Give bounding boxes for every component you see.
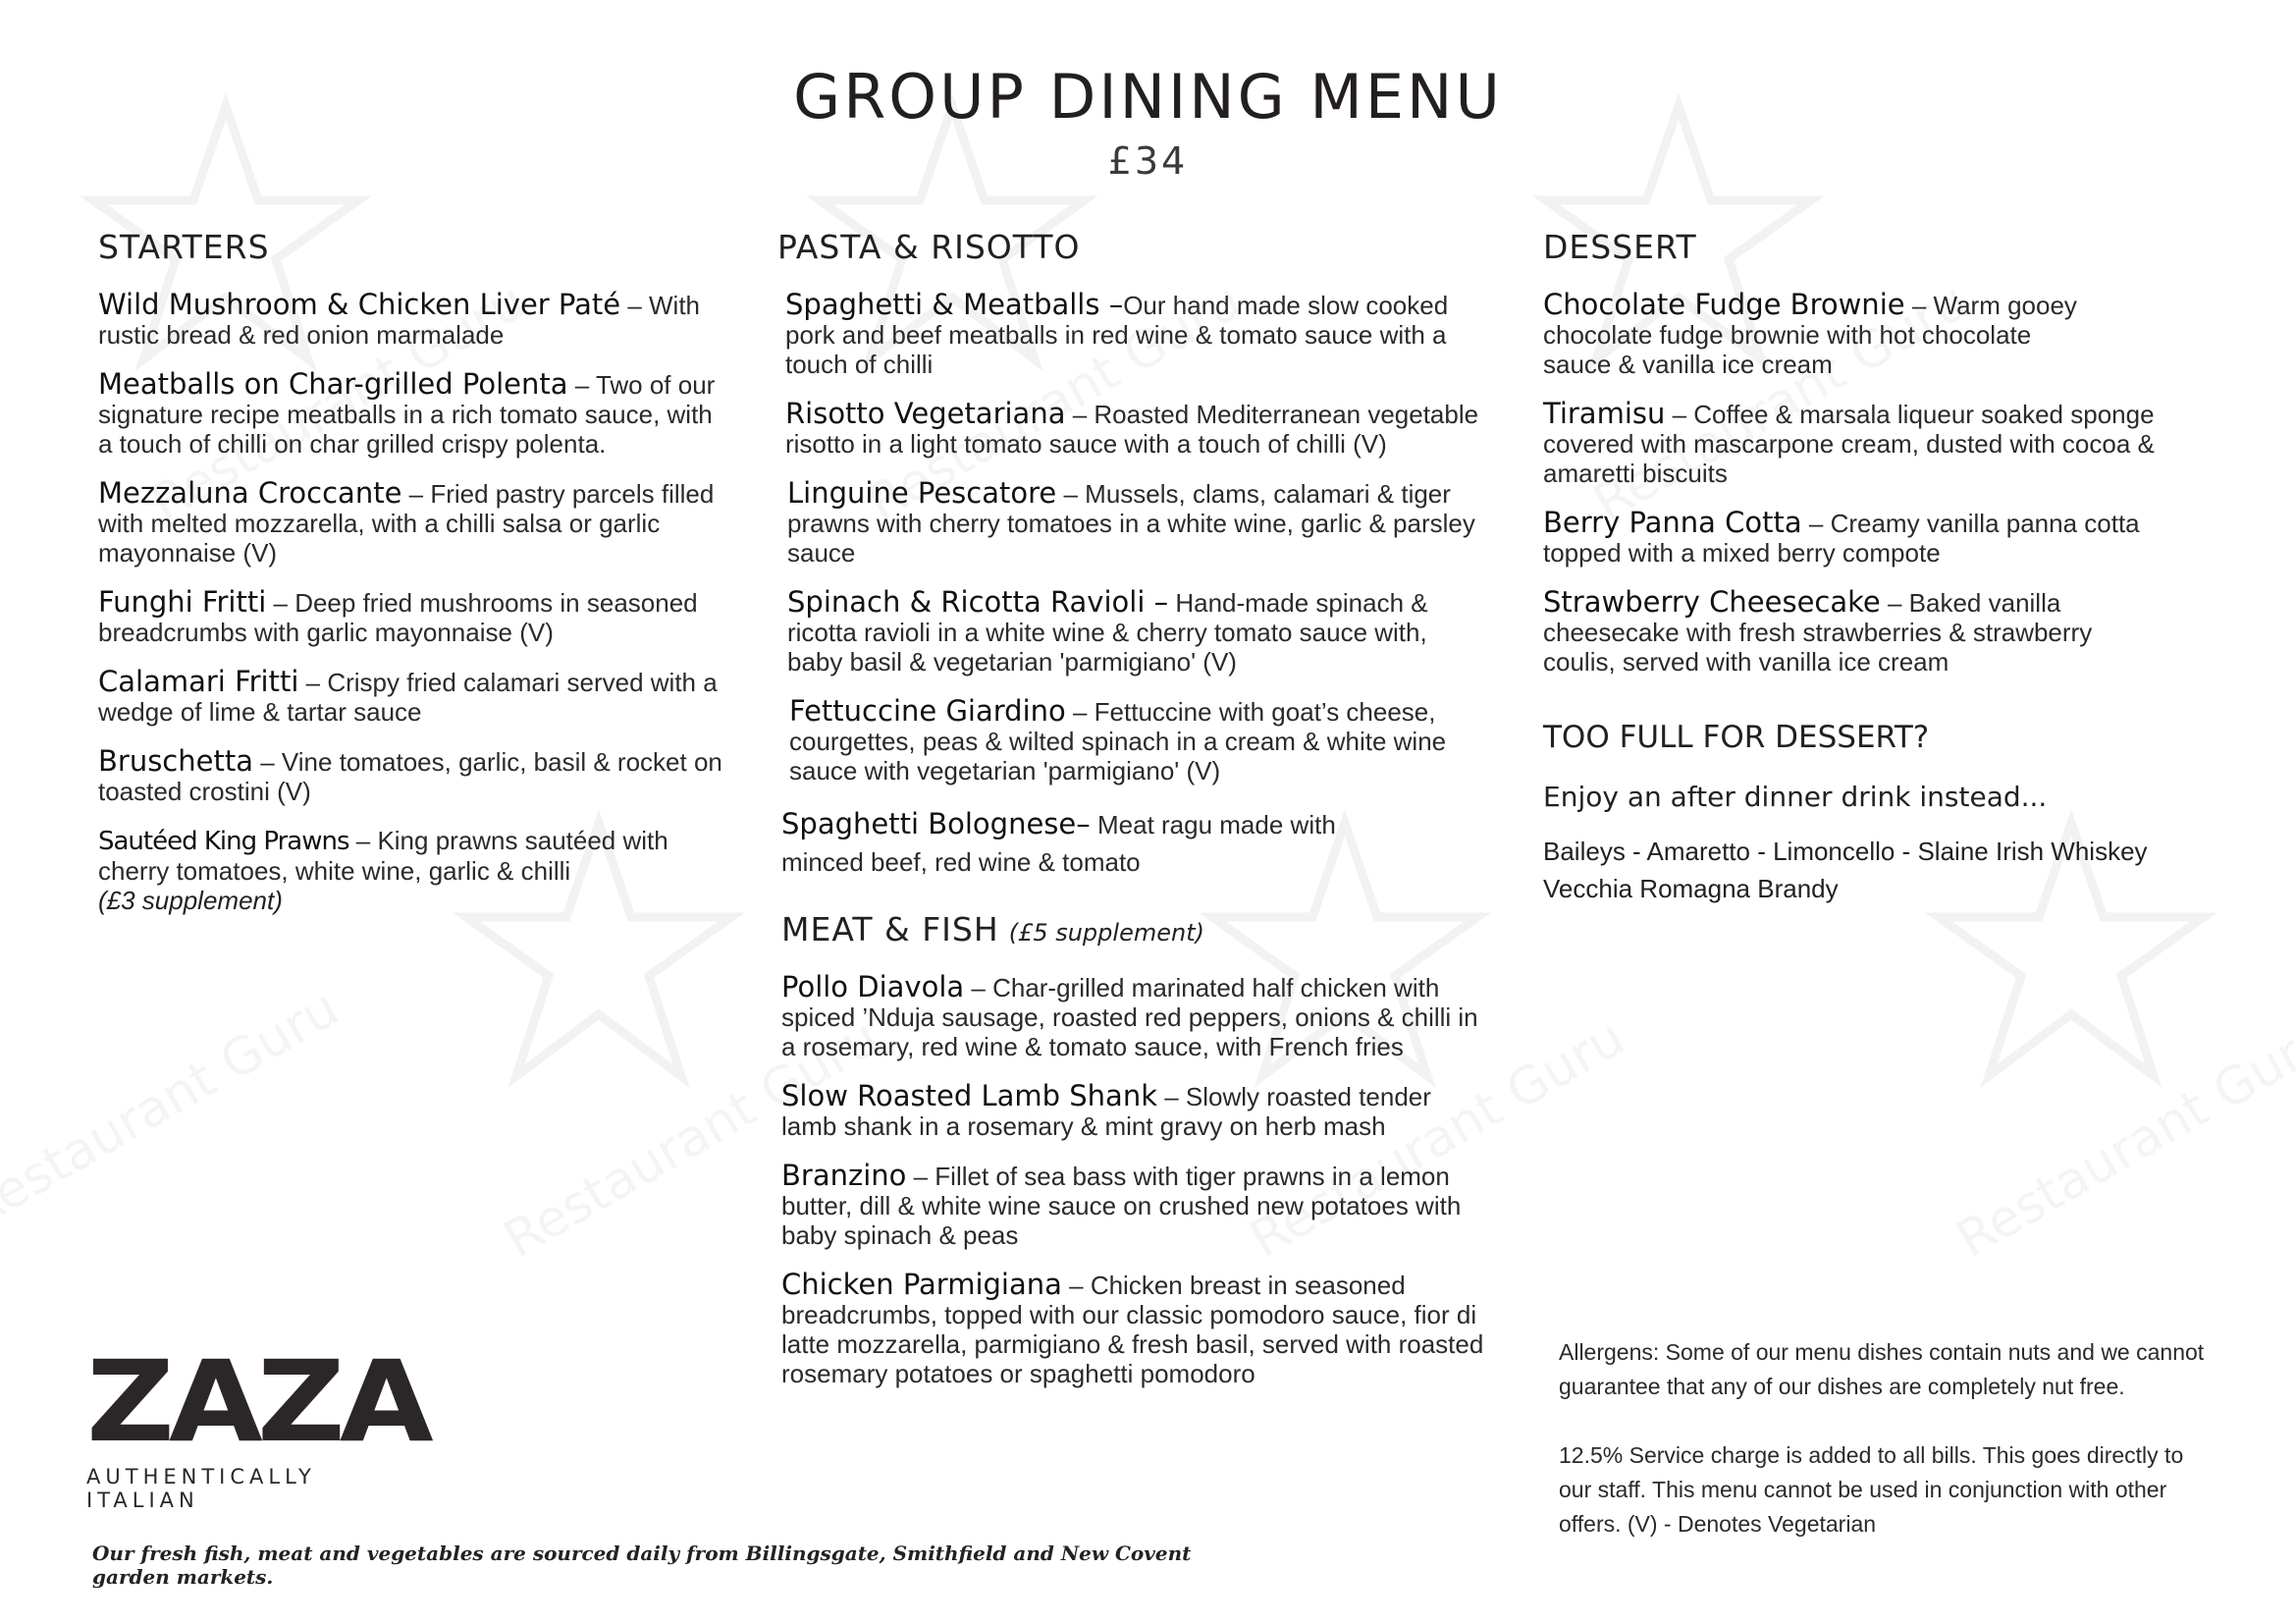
pasta-heading: PASTA & RISOTTO xyxy=(777,228,1081,266)
menu-item xyxy=(98,478,726,568)
dish-name: Spaghetti Bolognese– xyxy=(781,807,1091,840)
legal-notes xyxy=(1559,1335,2207,1576)
drinks-line: Baileys - Amaretto - Limoncello - Slaine Irish Whiskey xyxy=(1543,837,2148,866)
dish-name: Branzino xyxy=(781,1159,907,1192)
dish-description: – Creamy vanilla panna cotta topped with a mixed berry compote xyxy=(1543,509,2140,568)
starters-heading: STARTERS xyxy=(98,228,270,266)
menu-item xyxy=(1543,399,2211,488)
dish-name: Chicken Parmigiana xyxy=(781,1268,1062,1301)
dish-description: Our hand made slow cooked pork and beef meatballs in red wine & tomato sauce with a touch of chilli xyxy=(785,291,1449,379)
menu-item xyxy=(781,972,1484,1061)
pasta-column xyxy=(777,228,1484,1408)
dish-description: – Char-grilled marinated half chicken with spiced ’Nduja sausage, roasted red peppers, onions & chilli in a rosemary, red wine & tomato sauce, with French fries xyxy=(781,973,1478,1061)
menu-item xyxy=(785,399,1484,459)
dish-name: Tiramisu xyxy=(1543,397,1666,430)
dish-name: Calamari Fritti xyxy=(98,665,299,698)
dish-description: – Deep fried mushrooms in seasoned breadcrumbs with garlic mayonnaise (V) xyxy=(98,588,698,647)
page-title: GROUP DINING MENU xyxy=(793,61,1503,133)
dish-name: Linguine Pescatore xyxy=(787,476,1057,510)
menu-item xyxy=(98,587,726,647)
dish-description: – Two of our signature recipe meatballs in a rich tomato sauce, with a touch of chilli on char grilled crispy polenta. xyxy=(98,370,716,459)
dish-name: Strawberry Cheesecake xyxy=(1543,585,1881,619)
dish-description: – Fillet of sea bass with tiger prawns in a lemon butter, dill & white wine sauce on crushed new potatoes with baby spinach & peas xyxy=(781,1162,1462,1250)
menu-item xyxy=(98,667,726,727)
dish-name: Wild Mushroom & Chicken Liver Paté xyxy=(98,288,621,321)
dish-description: – Fried pastry parcels filled with melted mozzarella, with a chilli salsa or garlic mayonnaise (V) xyxy=(98,479,715,568)
dish-description: – Vine tomatoes, garlic, basil & rocket on toasted crostini (V) xyxy=(98,747,722,806)
dish-name: Risotto Vegetariana xyxy=(785,397,1066,430)
too-full-heading: TOO FULL FOR DESSERT? xyxy=(1543,720,1930,755)
dish-description: – Mussels, clams, calamari & tiger prawns with cherry tomatoes in a white wine, garlic & parsley sauce xyxy=(787,479,1475,568)
supplement-note: (£5 supplement) xyxy=(1008,919,1204,947)
dish-name: Fettuccine Giardino xyxy=(789,694,1066,728)
menu-item xyxy=(787,587,1484,677)
dish-name: Meatballs on Char-grilled Polenta xyxy=(98,367,568,401)
menu-item xyxy=(1543,587,2171,677)
dish-description: Hand-made spinach & ricotta ravioli in a white wine & cherry tomato sauce with, baby basil & vegetarian 'parmigiano' (V) xyxy=(787,588,1428,677)
dish-description: – Coffee & marsala liqueur soaked sponge covered with mascarpone cream, dusted with cocoa & amaretti biscuits xyxy=(1543,400,2155,488)
menu-item xyxy=(787,478,1484,568)
service-charge-note: 12.5% Service charge is added to all bills. This goes directly to our staff. This menu cannot be used in conjunction with other offers. (V) - Denotes Vegetarian xyxy=(1559,1442,2184,1537)
menu-item xyxy=(785,290,1484,379)
menu-item xyxy=(98,369,726,459)
meat-fish-heading xyxy=(781,910,1484,948)
logo-wordmark: ZAZA xyxy=(86,1337,428,1468)
dish-description: Meat ragu made with minced beef, red wine & tomato xyxy=(781,810,1336,877)
dish-name: Bruschetta xyxy=(98,744,253,778)
dish-name: Slow Roasted Lamb Shank xyxy=(781,1079,1157,1112)
dish-description: – Fettuccine with goat’s cheese, courgettes, peas & wilted spinach in a cream & white wine sauce with vegetarian 'parmigiano' (V) xyxy=(789,697,1447,785)
dish-description: – Roasted Mediterranean vegetable risotto in a light tomato sauce with a touch of chilli (V) xyxy=(785,400,1479,459)
dish-name: Berry Panna Cotta xyxy=(1543,506,1802,539)
menu-item xyxy=(781,805,1370,881)
supplement-note: (£3 supplement) xyxy=(98,886,283,915)
dish-name: Pollo Diavola xyxy=(781,970,965,1003)
watermark-text xyxy=(1948,1008,2296,1270)
dish-description: – Crispy fried calamari served with a wedge of lime & tartar sauce xyxy=(98,668,718,727)
starters-column xyxy=(98,228,726,935)
dish-description: – King prawns sautéed with cherry tomatoes, white wine, garlic & chilli xyxy=(98,826,668,886)
dish-name: Mezzaluna Croccante xyxy=(98,476,402,510)
menu-item xyxy=(98,290,726,350)
logo-tagline: AUTHENTICALLY ITALIAN xyxy=(86,1465,316,1512)
dish-description: – With rustic bread & red onion marmalade xyxy=(98,291,701,350)
dish-name: Chocolate Fudge Brownie xyxy=(1543,288,1905,321)
sourcing-footer: Our fresh fish, meat and vegetables are sourced daily from Billingsgate, Smithfield and New Covent garden markets. xyxy=(92,1542,1192,1589)
dessert-heading: DESSERT xyxy=(1543,228,1697,266)
dish-name: Funghi Fritti xyxy=(98,585,267,619)
menu-item xyxy=(1543,508,2171,568)
menu-item xyxy=(781,1161,1484,1250)
dish-name: Spinach & Ricotta Ravioli – xyxy=(787,585,1169,619)
drinks-line: Vecchia Romagna Brandy xyxy=(1543,874,1839,903)
menu-item xyxy=(98,746,726,806)
menu-item xyxy=(781,1081,1484,1141)
dish-name: Sautéed King Prawns xyxy=(98,827,349,856)
menu-item xyxy=(781,1270,1484,1388)
menu-item xyxy=(789,696,1484,785)
menu-item xyxy=(1543,290,2093,379)
dish-name: Spaghetti & Meatballs – xyxy=(785,288,1124,321)
menu-price: £34 xyxy=(1107,139,1189,183)
menu-item xyxy=(98,826,726,915)
dish-description: – Chicken breast in seasoned breadcrumbs, topped with our classic pomodoro sauce, fior di latte mozzarella, parmigiano & fresh basil, served with roasted rosemary potatoes or spaghetti pomodoro xyxy=(781,1271,1484,1388)
meat-fish-title: MEAT & FISH xyxy=(781,910,999,948)
dish-description: – Warm gooey chocolate fudge brownie with hot chocolate sauce & vanilla ice cream xyxy=(1543,291,2077,379)
drinks-list xyxy=(1543,833,2211,907)
watermark-text xyxy=(0,979,348,1240)
dish-description: – Slowly roasted tender lamb shank in a rosemary & mint gravy on herb mash xyxy=(781,1082,1431,1141)
after-dinner-subheading: Enjoy an after dinner drink instead... xyxy=(1543,781,2048,813)
dish-description: – Baked vanilla cheesecake with fresh strawberries & strawberry coulis, served with vanilla ice cream xyxy=(1543,588,2093,677)
dessert-column xyxy=(1543,228,2211,907)
allergens-note: Allergens: Some of our menu dishes contain nuts and we cannot guarantee that any of our dishes are completely nut free. xyxy=(1559,1339,2205,1399)
brand-logo xyxy=(86,1337,432,1512)
